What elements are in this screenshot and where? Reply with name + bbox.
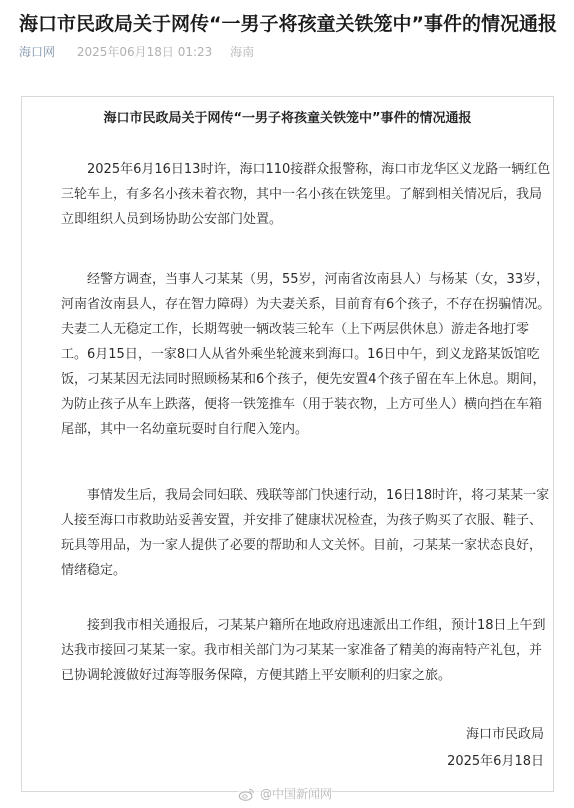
paragraph-line: 人接至海口市救助站妥善安置，并安排了健康状况检查，为孩子购买了衣服、鞋子、 (61, 513, 543, 528)
signer: 海口市民政局 (465, 727, 544, 742)
paragraph-line: 2025年6月16日13时许，海口110接群众报警称，海口市龙华区义龙路一辆红色 (87, 162, 551, 177)
paragraph-line: 接到我市相关通报后，刁某某户籍所在地政府迅速派出工作组，预计18日上午到 (87, 618, 546, 633)
watermark-text: @中国新闻网 (260, 787, 333, 801)
publish-time: 2025年06月18日 01:23 (76, 45, 213, 59)
paragraph-line: 河南省汝南县人，存在智力障碍）为夫妻关系，目前育有6个孩子，不存在拐骗情况。 (61, 297, 551, 312)
notice-paragraph-3 (61, 483, 551, 583)
paragraph-line: 立即组织人员到场协助公安部门处置。 (61, 212, 283, 227)
notice-paragraph-4 (61, 613, 551, 688)
paragraph-line: 经警方调查，当事人刁某某（男，55岁，河南省汝南县人）与杨某（女，33岁， (87, 272, 550, 287)
weibo-icon (238, 787, 256, 801)
paragraph-line: 工。6月15日，一家8口人从省外乘坐轮渡来到海口。16日中午，到义龙路某饭馆吃 (61, 347, 540, 362)
location-label: 海南 (230, 45, 255, 59)
paragraph-line: 三轮车上，有多名小孩未着衣物，其中一名小孩在铁笼里。了解到相关情况后，我局 (61, 187, 543, 202)
source-link[interactable]: 海口网 (19, 45, 56, 59)
notice-heading: 海口市民政局关于网传“一男子将孩童关铁笼中”事件的情况通报 (103, 111, 472, 126)
paragraph-line: 玩具等用品，为一家人提供了必要的帮助和人文关怀。目前，刁某某一家状态良好， (61, 538, 543, 553)
paragraph-line: 为防止孩子从车上跌落，便将一铁笼推车（用于装衣物，上方可坐人）横向挡在车箱 (61, 397, 543, 412)
paragraph-line: 达我市接回刁某某一家。我市相关部门为刁某某一家准备了精美的海南特产礼包，并 (61, 643, 543, 658)
paragraph-line: 事情发生后，我局会同妇联、残联等部门快速行动，16日18时许，将刁某某一家 (87, 488, 550, 503)
watermark (238, 784, 332, 804)
notice-paragraph-2 (61, 267, 551, 442)
paragraph-line: 饭，刁某某因无法同时照顾杨某和6个孩子，便先安置4个孩子留在车上休息。期间， (61, 372, 546, 387)
paragraph-line: 尾部，其中一名幼童玩耍时自行爬入笼内。 (61, 422, 309, 437)
article-title: 海口市民政局关于网传“一男子将孩童关铁笼中”事件的情况通报 (19, 13, 557, 35)
paragraph-line: 情绪稳定。 (61, 563, 127, 578)
notice-date: 2025年6月18日 (447, 754, 544, 769)
notice-paragraph-1 (61, 157, 551, 232)
paragraph-line: 已协调轮渡做好过海等服务保障，方便其踏上平安顺利的归家之旅。 (61, 668, 452, 683)
paragraph-line: 夫妻二人无稳定工作，长期驾驶一辆改装三轮车（上下两层供休息）游走各地打零 (61, 322, 530, 337)
article-meta (19, 44, 254, 60)
